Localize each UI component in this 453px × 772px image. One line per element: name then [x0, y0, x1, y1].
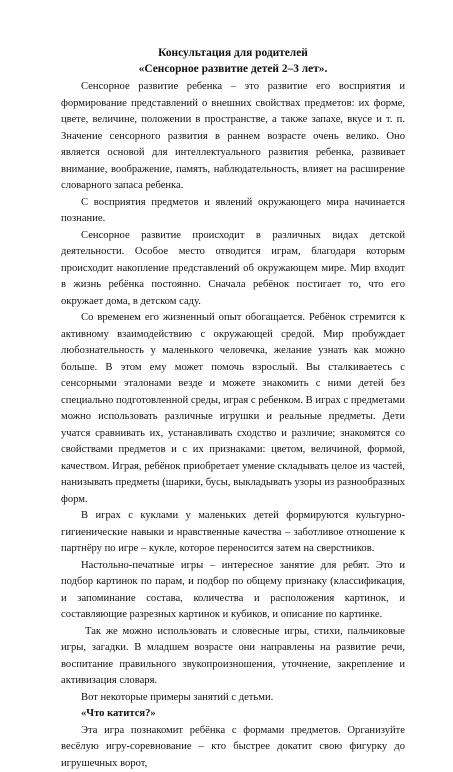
paragraph-sensory-definition: Сенсорное развитие ребенка – это развитие его восприятия и формирование представлений о внешних свойствах предметов: их форме, цвете, величине, положении в пространстве, а также запахе, вкусе и т. п. Значение сенсорного развития в раннем возрасте очень велико. Оно является основой для интеллектуального развития ребенка, развивает внимание, воображение, память, наблюдательность, влияет на расширение словарного запаса ребенка. [61, 81, 405, 192]
paragraph-experience: Со временем его жизненный опыт обогащается. Ребёнок стремится к активному взаимодействию с окружающей средой. Мир пробуждает любознательность у маленького человечка, желание узнать как можно больше. В этом ему может помочь взрослый. Вы сталкиваетесь с сенсорными эталонами везде и можете знакомить с ними детей без специально подготовленной среды, играя с ребенком. В играх с предметами можно использовать различные игрушки и реальные предметы. Дети учатся сравнивать их, устанавливать сходство и различие; знакомятся со свойствами предметов и с их признаками: цветом, величиной, формой, качеством. Играя, ребёнок приобретает умение складывать целое из частей, нанизывать предметы (шарики, бусы, выкладывать узоры из разнообразных форм. [61, 312, 405, 505]
paragraph-game-description: Эта игра познакомит ребёнка с формами предметов. Организуйте весёлую игру-соревнование – кто быстрее докатит свою фигурку до игрушечных ворот, [61, 724, 405, 769]
paragraph-activities: Сенсорное развитие происходит в различных видах детской деятельности. Особое место отводится играм, благодаря которым происходит накопление представлений об окружающем мире. Мир входит в жизнь ребёнка постоянно. Сначала ребёнок постигает то, что его окружает дома, в детском саду. [61, 229, 405, 307]
paragraph-examples-intro: Вот некоторые примеры занятий с детьми. [81, 691, 274, 703]
paragraph-word-games: Так же можно использовать и словесные игры, стихи, пальчиковые игры, загадки. В младшем возрасте они направлены на развитие речи, воспитание правильного звукопроизношения, уточнение, закрепление и активизация словаря. [61, 625, 405, 687]
document-title-line-1: Консультация для родителей [158, 47, 308, 59]
paragraph-cognition: С восприятия предметов и явлений окружающего мира начинается познание. [61, 196, 405, 225]
paragraph-doll-games: В играх с куклами у маленьких детей формируются культурно-гигиенические навыки и нравственные качества – заботливое отношение к партнёру по игре – кукле, которое переносится затем на сверстников. [61, 510, 405, 555]
document-title-line-2: «Сенсорное развитие детей 2–3 лет». [138, 62, 328, 75]
game-subheading: «Что катится?» [81, 708, 156, 720]
paragraph-board-games: Настольно-печатные игры – интересное занятие для ребят. Это и подбор картинок по парам, и подбор по общему признаку (классификация, и запоминание состава, количества и расположения картинок, и составляющие разрезных картинок и кубиков, и описание по картинке. [61, 559, 405, 621]
